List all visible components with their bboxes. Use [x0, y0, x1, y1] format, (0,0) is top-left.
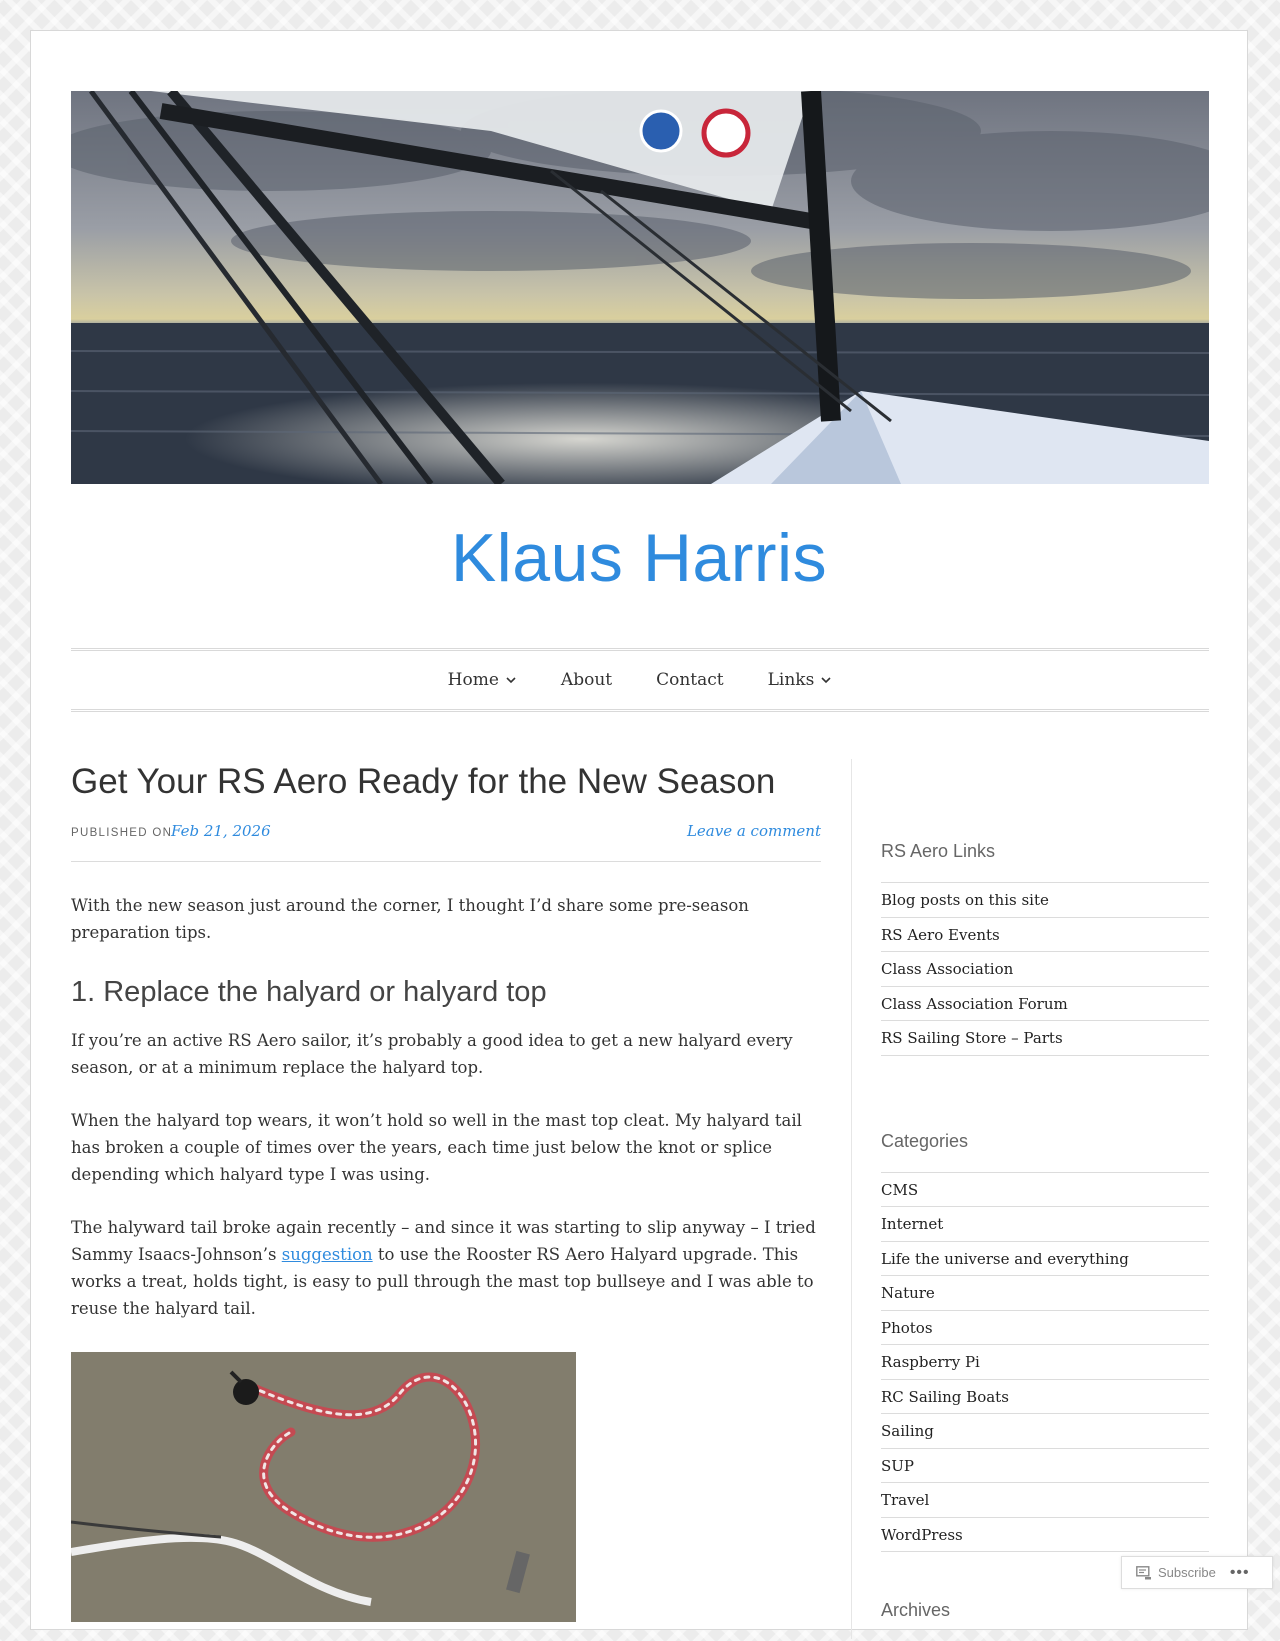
categories-list	[881, 1172, 1209, 1553]
post-article	[71, 761, 821, 1622]
list-item[interactable]	[881, 1345, 1209, 1380]
section-heading: 1. Replace the halyard or halyard top	[71, 976, 547, 1008]
nav-item-contact[interactable]	[656, 670, 724, 690]
nav-item-label: Links	[767, 670, 815, 690]
post-intro: With the new season just around the corner, I thought I’d share some pre-season preparation tips.	[71, 896, 749, 942]
nav-item-home[interactable]	[448, 670, 517, 690]
sidebar	[881, 841, 1209, 1641]
reader-icon	[1136, 1566, 1152, 1580]
link-label[interactable]: Class Association	[881, 960, 1014, 978]
main-navigation	[71, 648, 1209, 712]
paragraph-text: to use the Rooster RS Aero Halyard upgrade. This works a treat, holds tight, is easy to pull through the mast top bullseye and I was able to reuse the halyard tail.	[71, 1245, 814, 1318]
category-label[interactable]: RC Sailing Boats	[881, 1387, 1009, 1406]
list-item[interactable]	[881, 1380, 1209, 1415]
site-title[interactable]: Klaus Harris	[450, 520, 828, 596]
list-item[interactable]	[881, 987, 1209, 1022]
nav-item-label: Home	[447, 670, 499, 690]
rs-aero-links-widget	[881, 841, 1209, 1056]
suggestion-link[interactable]: suggestion	[281, 1245, 373, 1264]
category-label[interactable]: Sailing	[881, 1422, 934, 1440]
list-item[interactable]	[881, 952, 1209, 987]
category-label[interactable]: Life the universe and everything	[881, 1249, 1129, 1268]
link-label[interactable]: RS Aero Events	[881, 925, 1000, 944]
page-container	[30, 30, 1248, 1630]
subscribe-label: Subscribe	[1158, 1565, 1216, 1580]
nav-item-label: Contact	[656, 670, 724, 690]
list-item[interactable]	[881, 1518, 1209, 1553]
link-label[interactable]: Class Association Forum	[881, 994, 1068, 1013]
archives-widget	[881, 1600, 1209, 1621]
subscribe-button[interactable]	[1122, 1565, 1216, 1580]
list-item[interactable]	[881, 1414, 1209, 1449]
list-item[interactable]	[881, 1449, 1209, 1484]
more-options-icon[interactable]: •••	[1229, 1563, 1250, 1581]
nav-item-label: About	[560, 670, 613, 690]
list-item[interactable]	[881, 1311, 1209, 1346]
chevron-down-icon	[505, 674, 517, 686]
list-item[interactable]	[881, 1483, 1209, 1518]
widget-title: Archives	[881, 1600, 951, 1620]
header-image	[71, 91, 1209, 484]
post-paragraph: When the halyard top wears, it won’t hold so well in the mast top cleat. My halyard tail has broken a couple of times over the years, each time just below the knot or splice depending which halyard type I was using.	[71, 1111, 802, 1184]
category-label[interactable]: Nature	[881, 1284, 935, 1302]
leave-comment-link[interactable]: Leave a comment	[686, 822, 821, 840]
post-date-link[interactable]: Feb 21, 2026	[171, 822, 271, 840]
link-label[interactable]: RS Sailing Store – Parts	[881, 1029, 1063, 1047]
post-title[interactable]: Get Your RS Aero Ready for the New Season	[71, 762, 776, 801]
published-label: PUBLISHED ON	[71, 827, 173, 839]
categories-widget	[881, 1131, 1209, 1553]
column-divider	[851, 759, 852, 1639]
subscribe-bar	[1121, 1556, 1273, 1589]
category-label[interactable]: CMS	[881, 1180, 919, 1199]
nav-item-links[interactable]	[768, 670, 833, 690]
widget-title: RS Aero Links	[881, 841, 996, 861]
category-label[interactable]: WordPress	[881, 1525, 963, 1544]
category-label[interactable]: SUP	[881, 1456, 915, 1475]
category-label[interactable]: Raspberry Pi	[881, 1353, 980, 1371]
paragraph-text: The halyward tail broke again recently – and since it was starting to slip anyway – I tried Sammy Isaacs-Johnson’s	[71, 1218, 816, 1264]
post-paragraph	[71, 1214, 821, 1322]
category-label[interactable]: Photos	[881, 1318, 933, 1337]
halyard-photo[interactable]	[71, 1352, 576, 1622]
list-item[interactable]	[881, 883, 1209, 918]
list-item[interactable]	[881, 1276, 1209, 1311]
list-item[interactable]	[881, 1173, 1209, 1208]
link-label[interactable]: Blog posts on this site	[881, 891, 1049, 909]
list-item[interactable]	[881, 1207, 1209, 1242]
chevron-down-icon	[820, 674, 832, 686]
category-label[interactable]: Internet	[881, 1215, 944, 1233]
list-item[interactable]	[881, 918, 1209, 953]
nav-item-about[interactable]	[561, 670, 612, 690]
category-label[interactable]: Travel	[881, 1491, 930, 1509]
list-item[interactable]	[881, 1242, 1209, 1277]
post-meta	[71, 821, 821, 862]
links-list	[881, 882, 1209, 1056]
list-item[interactable]	[881, 1021, 1209, 1056]
widget-title: Categories	[881, 1130, 969, 1151]
post-paragraph: If you’re an active RS Aero sailor, it’s probably a good idea to get a new halyard every season, or at a minimum replace the halyard top.	[71, 1031, 793, 1077]
